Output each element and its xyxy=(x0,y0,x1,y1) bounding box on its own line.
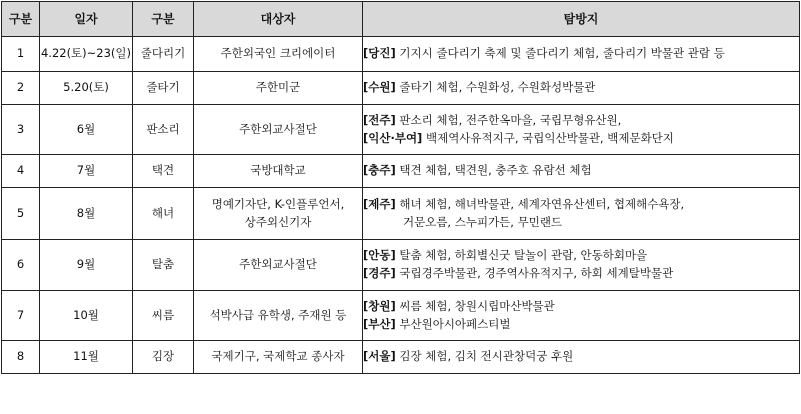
destination-line xyxy=(363,316,799,334)
cell-target xyxy=(194,72,363,105)
cell-date: 9월 xyxy=(40,240,133,291)
region-label: [안동] xyxy=(363,248,396,263)
header-no: 구분 xyxy=(2,2,40,37)
destination-line xyxy=(363,196,799,214)
cell-category: 씨름 xyxy=(133,291,194,341)
region-label: [충주] xyxy=(363,163,396,178)
cell-date: 5.20(토) xyxy=(40,72,133,105)
cell-target xyxy=(194,188,363,240)
destination-text: 국립경주박물관, 경주역사유적지구, 하회 세계탈박물관 xyxy=(395,266,674,280)
schedule-table xyxy=(1,1,800,374)
cell-destination xyxy=(363,155,800,188)
cell-target xyxy=(194,105,363,155)
cell-no: 7 xyxy=(2,291,40,341)
cell-category: 판소리 xyxy=(133,105,194,155)
target-line: 주한외국인 크리에이터 xyxy=(220,46,336,61)
table-body xyxy=(2,37,800,374)
header-category: 구분 xyxy=(133,2,194,37)
target-line: 국제기구, 국제학교 종사자 xyxy=(211,349,345,364)
target-line: 상주외신기자 xyxy=(244,214,312,229)
destination-line xyxy=(363,79,799,97)
cell-date: 4.22(토)~23(일) xyxy=(40,37,133,72)
cell-target xyxy=(194,155,363,188)
header-date: 일자 xyxy=(40,2,133,37)
destination-text: 김장 체험, 김치 전시관창덕궁 후원 xyxy=(395,349,574,364)
destination-line xyxy=(363,112,799,130)
table-row xyxy=(2,72,800,105)
region-label: [제주] xyxy=(363,196,396,211)
cell-date: 7월 xyxy=(40,155,133,188)
table-row xyxy=(2,105,800,155)
target-line: 주한외교사절단 xyxy=(239,121,317,136)
table-row xyxy=(2,240,800,291)
cell-target xyxy=(194,291,363,341)
table-row xyxy=(2,341,800,374)
destination-line xyxy=(363,45,799,63)
cell-no: 6 xyxy=(2,240,40,291)
region-label: [부산] xyxy=(363,316,396,331)
destination-text: 거문오름, 스누피가든, 무민랜드 xyxy=(403,214,563,229)
destination-line xyxy=(363,162,799,180)
cell-destination xyxy=(363,188,800,240)
destination-line xyxy=(363,265,799,283)
cell-date: 6월 xyxy=(40,105,133,155)
region-label: [경주] xyxy=(363,266,396,280)
table-row xyxy=(2,291,800,341)
table-row xyxy=(2,155,800,188)
cell-target xyxy=(194,240,363,291)
destination-line xyxy=(363,130,799,148)
target-line: 석박사급 유학생, 주재원 등 xyxy=(209,307,347,322)
cell-category: 줄타기 xyxy=(133,72,194,105)
cell-destination xyxy=(363,240,800,291)
cell-category: 줄다리기 xyxy=(133,37,194,72)
region-label: [서울] xyxy=(363,349,396,364)
cell-date: 11월 xyxy=(40,341,133,374)
cell-no: 1 xyxy=(2,37,40,72)
cell-destination xyxy=(363,291,800,341)
destination-text: 백제역사유적지구, 국립익산박물관, 백제문화단지 xyxy=(422,130,674,145)
region-label: [당진] xyxy=(363,46,396,61)
cell-date: 8월 xyxy=(40,188,133,240)
target-line: 주한미군 xyxy=(255,80,301,95)
destination-text: 부산원아시아페스티벌 xyxy=(395,316,511,331)
destination-line xyxy=(363,247,799,265)
destination-line xyxy=(363,214,799,232)
cell-no: 5 xyxy=(2,188,40,240)
destination-text: 택견 체험, 택견원, 충주호 유람선 체험 xyxy=(395,163,592,178)
cell-date: 10월 xyxy=(40,291,133,341)
destination-text: 줄타기 체험, 수원화성, 수원화성박물관 xyxy=(395,80,596,95)
region-label: [익산·부여] xyxy=(363,130,423,145)
cell-destination xyxy=(363,105,800,155)
header-row xyxy=(2,2,800,37)
header-target: 대상자 xyxy=(194,2,363,37)
cell-no: 8 xyxy=(2,341,40,374)
cell-no: 3 xyxy=(2,105,40,155)
header-destination: 탐방지 xyxy=(363,2,800,37)
target-line: 명예기자단, K-인플루언서, xyxy=(211,196,345,211)
destination-line xyxy=(363,348,799,366)
destination-text: 탈춤 체험, 하회별신굿 탈놀이 관람, 안동하회마을 xyxy=(395,248,648,263)
cell-no: 4 xyxy=(2,155,40,188)
cell-target xyxy=(194,37,363,72)
cell-destination xyxy=(363,341,800,374)
region-label: [전주] xyxy=(363,112,396,127)
cell-destination xyxy=(363,37,800,72)
destination-line xyxy=(363,298,799,316)
cell-category: 택견 xyxy=(133,155,194,188)
destination-text: 씨름 체험, 창원시립마산박물관 xyxy=(395,298,555,313)
cell-category: 김장 xyxy=(133,341,194,374)
cell-destination xyxy=(363,72,800,105)
cell-category: 탈춤 xyxy=(133,240,194,291)
region-label: [창원] xyxy=(363,298,396,313)
cell-category: 해녀 xyxy=(133,188,194,240)
destination-text: 기지시 줄다리기 축제 및 줄다리기 체험, 줄다리기 박물관 관람 등 xyxy=(395,46,725,61)
region-label: [수원] xyxy=(363,80,396,95)
destination-text: 판소리 체험, 전주한옥마을, 국립무형유산원, xyxy=(395,112,622,127)
table-row xyxy=(2,188,800,240)
cell-no: 2 xyxy=(2,72,40,105)
cell-target xyxy=(194,341,363,374)
target-line: 주한외교사절단 xyxy=(239,257,317,272)
destination-text: 해녀 체험, 해녀박물관, 세계자연유산센터, 협제해수욕장, xyxy=(395,196,685,211)
target-line: 국방대학교 xyxy=(250,163,306,178)
table-row xyxy=(2,37,800,72)
